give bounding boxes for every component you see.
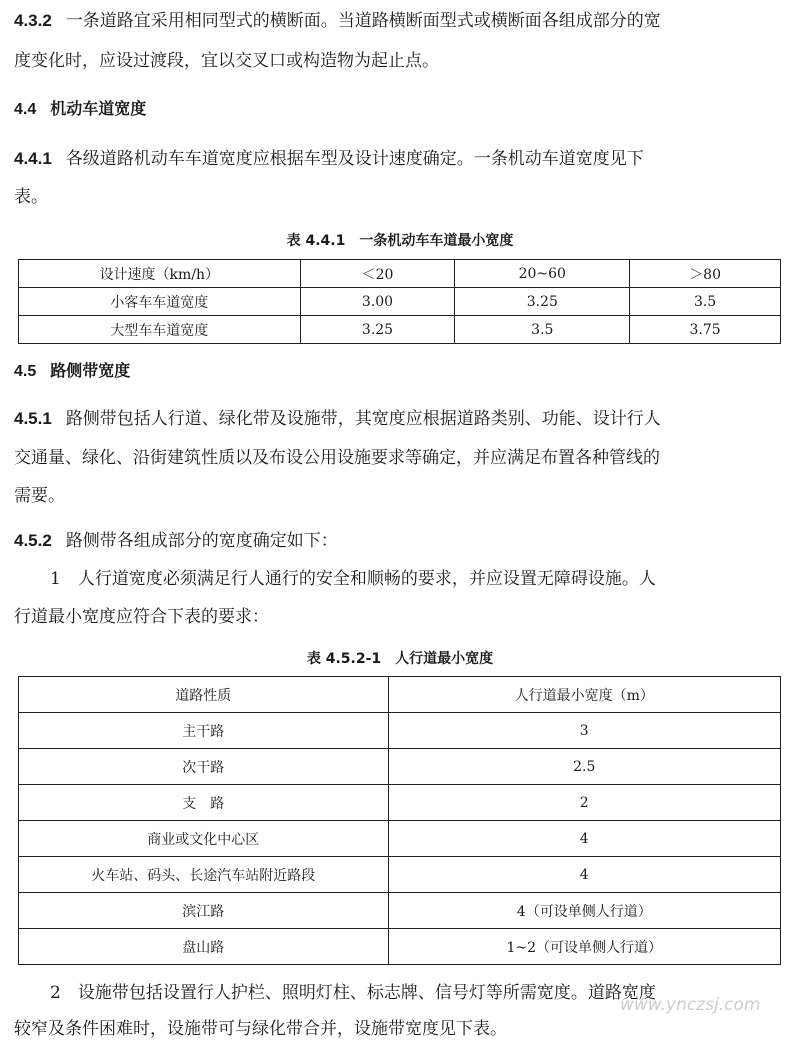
clause-4-5-1-line-2: 交通量、绿化、沿街建筑性质以及布设公用设施要求等确定，并应满足布置各种管线的 <box>14 448 660 468</box>
item-1-line-2: 行道最小宽度应符合下表的要求： <box>14 607 269 627</box>
table-row: 火车站、码头、长途汽车站附近路段 4 <box>19 857 781 893</box>
table-row: 盘山路 1~2（可设单侧人行道） <box>19 929 781 965</box>
table-row: 次干路 2.5 <box>19 749 781 785</box>
section-4-5-heading: 4.5 路侧带宽度 <box>14 361 131 380</box>
table-row: 小客车车道宽度 3.00 3.25 3.5 <box>19 288 781 316</box>
table-row: 主干路 3 <box>19 713 781 749</box>
clause-number: 4.4.1 <box>14 149 52 168</box>
section-4-4-heading: 4.4 机动车道宽度 <box>14 99 147 118</box>
table-row: 滨江路 4（可设单侧人行道） <box>19 893 781 929</box>
table-header-row: 道路性质 人行道最小宽度（m） <box>19 677 781 713</box>
site-watermark: www.ynczsj.com <box>620 995 761 1015</box>
clause-4-3-2-line-2: 度变化时，应设过渡段，宜以交叉口或构造物为起止点。 <box>14 51 439 71</box>
table-row: 设计速度（km/h） ＜20 20~60 ＞80 <box>19 260 781 288</box>
clause-4-5-1-line-3: 需要。 <box>14 486 65 506</box>
clause-4-4-1-line-1: 4.4.1 各级道路机动车车道宽度应根据车型及设计速度确定。一条机动车道宽度见下 <box>14 149 644 169</box>
clause-4-5-1-line-1: 4.5.1 路侧带包括人行道、绿化带及设施带，其宽度应根据道路类别、功能、设计行人 <box>14 409 661 429</box>
clause-4-4-1-line-2: 表。 <box>14 187 48 207</box>
item-1-line-1: 1 人行道宽度必须满足行人通行的安全和顺畅的要求，并应设置无障碍设施。人 <box>50 569 656 589</box>
item-2-line-2: 较窄及条件困难时，设施带可与绿化带合并，设施带宽度见下表。 <box>14 1019 507 1039</box>
sidewalk-width-table <box>18 676 781 965</box>
clause-number: 4.3.2 <box>14 11 52 30</box>
table-row: 大型车车道宽度 3.25 3.5 3.75 <box>19 316 781 344</box>
lane-width-table <box>18 259 781 344</box>
table-row: 商业或文化中心区 4 <box>19 821 781 857</box>
clause-number: 4.5.1 <box>14 409 52 428</box>
clause-4-5-2-line-1: 4.5.2 路侧带各组成部分的宽度确定如下： <box>14 531 338 551</box>
clause-4-3-2-line-1: 4.3.2 一条道路宜采用相同型式的横断面。当道路横断面型式或横断面各组成部分的宽 <box>14 11 661 31</box>
table-4-4-1-caption: 表 4.4.1 一条机动车车道最小宽度 <box>286 233 514 249</box>
item-2-line-1: 2 设施带包括设置行人护栏、照明灯柱、标志牌、信号灯等所需宽度。道路宽度 <box>50 983 656 1003</box>
table-4-5-2-1-caption: 表 4.5.2-1 人行道最小宽度 <box>306 651 494 667</box>
table-row: 支 路 2 <box>19 785 781 821</box>
clause-number: 4.5.2 <box>14 531 52 550</box>
